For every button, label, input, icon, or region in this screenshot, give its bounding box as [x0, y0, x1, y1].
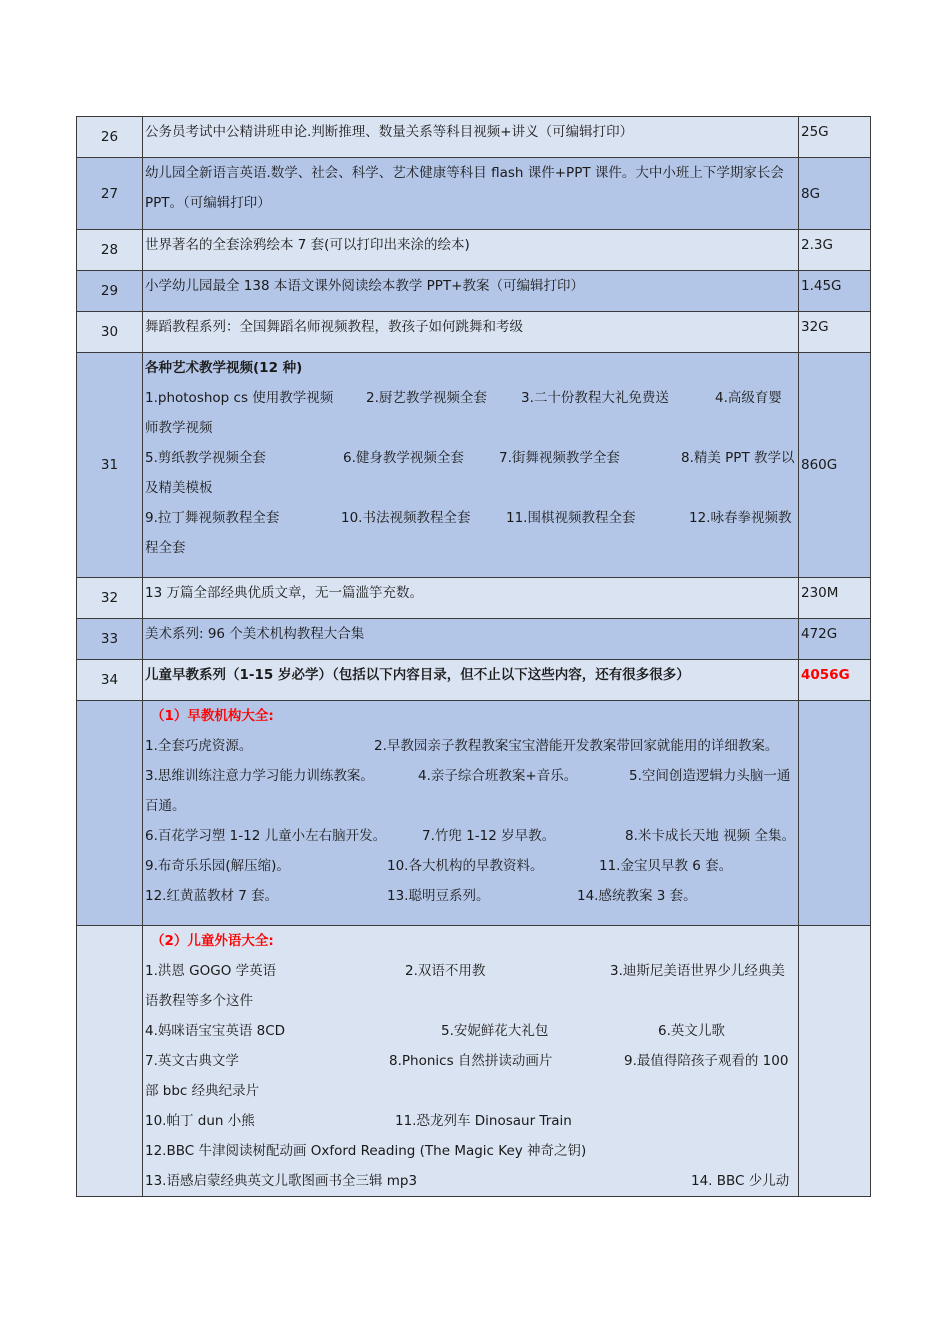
list-item: 1.photoshop cs 使用教学视频: [145, 390, 334, 406]
list-item: 7.竹兜 1-12 岁早教。: [422, 828, 556, 844]
desc-line: [145, 443, 798, 473]
row-size: 25G: [799, 117, 871, 158]
row-size: 32G: [799, 312, 871, 353]
list-item: 1.洪恩 GOGO 学英语: [145, 963, 277, 979]
list-item: 2.早教园亲子教程教案宝宝潜能开发教案带回家就能用的详细教案。: [374, 738, 779, 754]
desc-line: [145, 503, 798, 533]
section-title: （1）早教机构大全:: [151, 708, 274, 724]
row-description: 公务员考试中公精讲班申论.判断推理、数量关系等科目视频+讲义（可编辑打印）: [143, 117, 799, 158]
desc-line: [145, 1106, 798, 1136]
desc-line: 部 bbc 经典纪录片: [145, 1083, 260, 1099]
list-item: 8.Phonics 自然拼读动画片: [389, 1053, 553, 1069]
row-number: 34: [77, 660, 143, 701]
table-row: [77, 660, 871, 701]
row-number: 26: [77, 117, 143, 158]
row-description: 美术系列: 96 个美术机构教程大合集: [143, 619, 799, 660]
table-row: [77, 701, 871, 926]
desc-line: 程全套: [145, 540, 186, 556]
list-item: 13.语感启蒙经典英文儿歌图画书全三辑 mp3: [145, 1173, 418, 1189]
list-item: 7.英文古典文学: [145, 1053, 239, 1069]
list-item: 7.街舞视频教学全套: [499, 450, 620, 466]
list-item: 4.妈咪语宝宝英语 8CD: [145, 1023, 286, 1039]
row-description: 13 万篇全部经典优质文章，无一篇滥竽充数。: [143, 578, 799, 619]
list-item: 2.双语不用教: [405, 963, 486, 979]
table-row: [77, 926, 871, 1197]
row-number: 29: [77, 271, 143, 312]
table-row: [77, 158, 871, 230]
row-number: 30: [77, 312, 143, 353]
list-item: 6.英文儿歌: [658, 1023, 725, 1039]
list-item: 5.剪纸教学视频全套: [145, 450, 266, 466]
list-item: 5.空间创造逻辑力头脑一通: [629, 768, 791, 784]
desc-line: 师教学视频: [145, 420, 213, 436]
section-early-education: [143, 701, 799, 926]
desc-line: [145, 383, 798, 413]
row-number: 33: [77, 619, 143, 660]
list-item: 2.厨艺教学视频全套: [366, 390, 487, 406]
list-item: 10.帕丁 dun 小熊: [145, 1113, 255, 1129]
list-item: 8.精美 PPT 教学以: [681, 450, 795, 466]
list-item: 12.红黄蓝教材 7 套。: [145, 888, 279, 904]
desc-line: [145, 821, 798, 851]
row-number: 27: [77, 158, 143, 230]
list-item: 11.金宝贝早教 6 套。: [599, 858, 733, 874]
list-item: 8.米卡成长天地 视频 全集。: [625, 828, 795, 844]
row-size: 2.3G: [799, 230, 871, 271]
row-number: 28: [77, 230, 143, 271]
section-title: （2）儿童外语大全:: [151, 933, 274, 949]
desc-line: [145, 851, 798, 881]
list-item: 4.亲子综合班教案+音乐。: [418, 768, 578, 784]
desc-line: 及精美模板: [145, 480, 213, 496]
row-number: 31: [77, 353, 143, 578]
row-number: 32: [77, 578, 143, 619]
list-item: 11.恐龙列车 Dinosaur Train: [395, 1113, 572, 1129]
row-size: 860G: [799, 353, 871, 578]
list-item: 5.安妮鲜花大礼包: [441, 1023, 549, 1039]
table-row: [77, 619, 871, 660]
row-size: 472G: [799, 619, 871, 660]
row-size: 4056G: [799, 660, 871, 701]
row-description: 舞蹈教程系列：全国舞蹈名师视频教程，教孩子如何跳舞和考级: [143, 312, 799, 353]
list-item: 9.最值得陪孩子观看的 100: [624, 1053, 789, 1069]
resource-catalog-table: [76, 116, 871, 1197]
table-row: [77, 117, 871, 158]
list-item: 6.百花学习塑 1-12 儿童小左右脑开发。: [145, 828, 387, 844]
desc-line: 幼儿园全新语言英语.数学、社会、科学、艺术健康等科目 flash 课件+PPT 课件。大中小班上下学期家长会: [145, 165, 784, 181]
table-row: [77, 230, 871, 271]
row-description: 小学幼儿园最全 138 本语文课外阅读绘本教学 PPT+教案（可编辑打印）: [143, 271, 799, 312]
list-item: 10.书法视频教程全套: [341, 510, 471, 526]
row-size: 230M: [799, 578, 871, 619]
list-item: 6.健身教学视频全套: [343, 450, 464, 466]
desc-line: PPT。（可编辑打印）: [145, 195, 271, 211]
row-number: [77, 701, 143, 926]
list-item: 3.思维训练注意力学习能力训练教案。: [145, 768, 374, 784]
row-size: [799, 701, 871, 926]
table-row: [77, 271, 871, 312]
desc-line: 12.BBC 牛津阅读树配动画 Oxford Reading (The Magic Key 神奇之钥): [145, 1143, 587, 1159]
desc-line: 百通。: [145, 798, 186, 814]
table-row: [77, 353, 871, 578]
row-description: [143, 353, 799, 578]
list-item: 11.围棋视频教程全套: [506, 510, 636, 526]
table-row: [77, 312, 871, 353]
row-description: 儿童早教系列（1-15 岁必学）（包括以下内容目录，但不止以下这些内容，还有很多很多）: [143, 660, 799, 701]
desc-line: [145, 1046, 798, 1076]
section-foreign-language: [143, 926, 799, 1197]
list-item: 12.咏春拳视频教: [689, 510, 792, 526]
list-item: 4.高级育婴: [715, 390, 782, 406]
desc-line: [145, 1166, 798, 1196]
row-size: 8G: [799, 158, 871, 230]
row-description: 世界著名的全套涂鸦绘本 7 套(可以打印出来涂的绘本): [143, 230, 799, 271]
list-item: 3.迪斯尼美语世界少儿经典美: [610, 963, 785, 979]
row-size: 1.45G: [799, 271, 871, 312]
list-item: 14. BBC 少儿动: [691, 1173, 790, 1189]
list-item: 1.全套巧虎资源。: [145, 738, 253, 754]
row-description: [143, 158, 799, 230]
row-size: [799, 926, 871, 1197]
desc-line: [145, 761, 798, 791]
desc-line: [145, 731, 798, 761]
desc-line: 语教程等多个这件: [145, 993, 253, 1009]
desc-line: [145, 956, 798, 986]
desc-line: [145, 881, 798, 911]
list-item: 9.布奇乐乐园(解压缩)。: [145, 858, 290, 874]
row-number: [77, 926, 143, 1197]
list-item: 9.拉丁舞视频教程全套: [145, 510, 280, 526]
list-item: 10.各大机构的早教资料。: [387, 858, 544, 874]
desc-line: [145, 1016, 798, 1046]
list-item: 13.聪明豆系列。: [387, 888, 490, 904]
list-item: 3.二十份教程大礼免费送: [521, 390, 669, 406]
table-row: [77, 578, 871, 619]
list-item: 14.感统教案 3 套。: [577, 888, 697, 904]
row-title: 各种艺术教学视频(12 种): [145, 360, 303, 376]
